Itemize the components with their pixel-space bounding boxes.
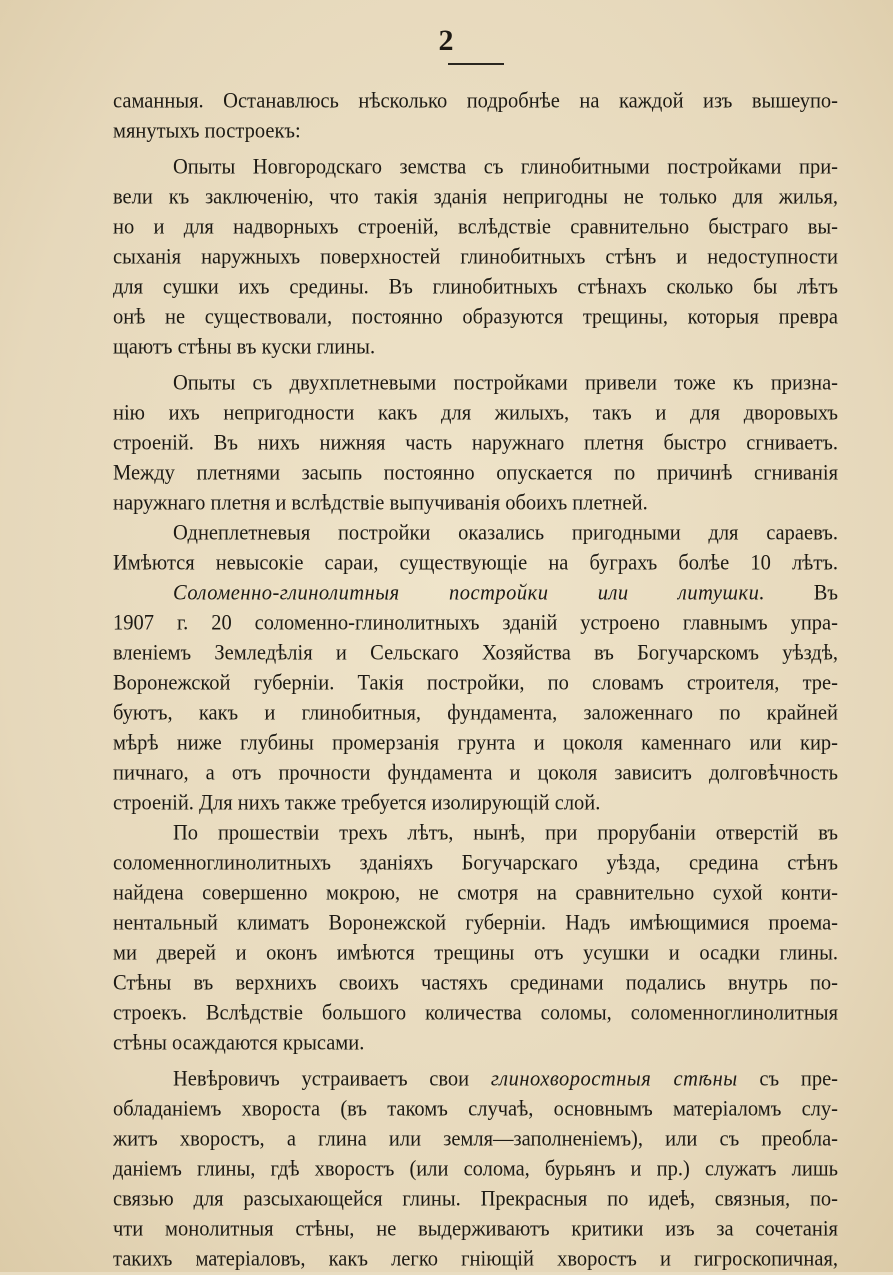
text-line: строеній. Въ нихъ нижняя часть наружнаго плетня быстро сгниваетъ.: [113, 431, 838, 455]
text-line: мянутыхъ построекъ:: [113, 119, 301, 143]
text-line: саманныя. Останавлюсь нѣсколько подробнѣе на каждой изъ вышеупо-: [113, 89, 838, 113]
paragraph-start-line: Однеплетневыя постройки оказались пригодными для сараевъ.: [173, 521, 838, 545]
text-line: буютъ, какъ и глинобитныя, фундамента, заложеннаго по крайней: [113, 701, 838, 725]
text-line: для сушки ихъ средины. Въ глинобитныхъ стѣнахъ сколько бы лѣтъ: [113, 275, 838, 299]
text-line: Между плетнями засыпь постоянно опускается по причинѣ сгниванія: [113, 461, 838, 485]
text-line: наружнаго плетня и вслѣдствіе выпучиванія обоихъ плетней.: [113, 491, 648, 515]
paragraph-start-line: Опыты съ двухплетневыми постройками привели тоже къ призна-: [173, 371, 838, 395]
text-line: обладаніемъ хвороста (въ такомъ случаѣ, основнымъ матеріаломъ слу-: [113, 1097, 838, 1121]
text-line: такихъ матеріаловъ, какъ легко гніющій хворостъ и гигроскопичная,: [113, 1247, 838, 1271]
text-line: щаютъ стѣны въ куски глины.: [113, 335, 376, 359]
text-line: найдена совершенно мокрою, не смотря на сравнительно сухой конти-: [113, 881, 838, 905]
text-line: но и для надворныхъ строеній, вслѣдствіе сравнительно быстраго вы-: [113, 215, 838, 239]
paragraph-start-line: [113, 577, 838, 609]
text-fragment: Въ: [813, 581, 838, 605]
text-line: вели къ заключенію, что такія зданія непригодны не только для жилья,: [113, 185, 838, 209]
text-line: житъ хворостъ, а глина или земля—заполненіемъ), или съ преобла-: [113, 1127, 838, 1151]
text-line: нію ихъ непригодности какъ для жилыхъ, такъ и для дворовыхъ: [113, 401, 838, 425]
page-number-underline: [448, 63, 504, 65]
text-line: строекъ. Вслѣдствіе большого количества соломы, соломенноглинолитныя: [113, 1001, 838, 1025]
text-line: соломенноглинолитныхъ зданіяхъ Богучарскаго уѣзда, средина стѣнъ: [113, 851, 838, 875]
italic-term: глинохворостныя стѣны: [490, 1067, 738, 1091]
text-line: связью для разсыхающейся глины. Прекрасныя по идеѣ, связныя, по-: [113, 1187, 838, 1211]
text-line: даніемъ глины, гдѣ хворостъ (или солома, бурьянъ и пр.) служатъ лишь: [113, 1157, 838, 1181]
text-fragment: съ пре-: [759, 1067, 838, 1091]
text-line: мѣрѣ ниже глубины промерзанія грунта и цоколя каменнаго или кир-: [113, 731, 838, 755]
text-fragment: Невѣровичъ устраиваетъ свои: [173, 1067, 470, 1091]
text-line: пичнаго, а отъ прочности фундамента и цоколя зависитъ долговѣчность: [113, 761, 838, 785]
text-line: чти монолитныя стѣны, не выдерживаютъ критики изъ за сочетанія: [113, 1217, 838, 1241]
page-number: 2: [438, 24, 455, 57]
page-body-text: [113, 86, 838, 1274]
text-line: стѣны осаждаются крысами.: [113, 1031, 365, 1055]
text-line: строеній. Для нихъ также требуется изолирующій слой.: [113, 791, 601, 815]
text-line: нентальный климатъ Воронежской губерніи. Надъ имѣющимися проема-: [113, 911, 838, 935]
text-line: 1907 г. 20 соломенно-глинолитныхъ зданій устроено главнымъ упра-: [113, 611, 838, 635]
paragraph-start-line: [113, 1063, 838, 1095]
text-line: сыханія наружныхъ поверхностей глинобитныхъ стѣнъ и недоступности: [113, 245, 838, 269]
paragraph-start-line: Опыты Новгородскаго земства съ глинобитными постройками при-: [173, 155, 838, 179]
text-line: Имѣются невысокіе сараи, существующіе на буграхъ болѣе 10 лѣтъ.: [113, 551, 838, 575]
text-line: Воронежской губерніи. Такія постройки, по словамъ строителя, тре-: [113, 671, 838, 695]
text-line: ми дверей и оконъ имѣются трещины отъ усушки и осадки глины.: [113, 941, 838, 965]
text-line: Стѣны въ верхнихъ своихъ частяхъ срединами подались внутрь по-: [113, 971, 838, 995]
paragraph-start-line: По прошествіи трехъ лѣтъ, нынѣ, при прорубаніи отверстій въ: [173, 821, 838, 845]
text-line: онѣ не существовали, постоянно образуются трещины, которыя превра: [113, 305, 838, 329]
text-line: вленіемъ Земледѣлія и Сельскаго Хозяйства въ Богучарскомъ уѣздѣ,: [113, 641, 838, 665]
italic-heading: Соломенно-глинолитныя постройки или литушки.: [173, 581, 765, 605]
